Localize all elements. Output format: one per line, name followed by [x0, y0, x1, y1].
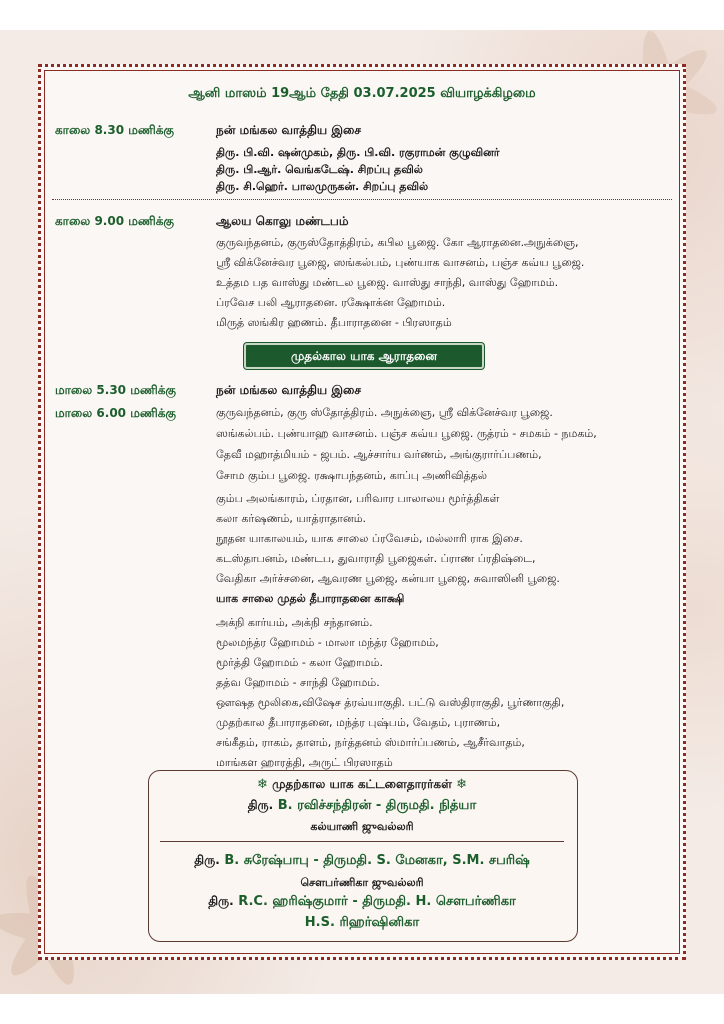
- top-margin: [0, 0, 724, 30]
- event-line: மாங்கள ஹாரத்தி, அருட் பிரஸாதம்: [216, 756, 393, 769]
- donor-names: [0, 894, 724, 910]
- event-line: ஸங்கல்பம். புண்யாஹ வாசனம். பஞ்ச கவ்ய பூஜை. ருத்ரம் - சமகம் - நமகம்,: [216, 427, 597, 440]
- event-line: மூர்த்தி ஹோமம் - கலா ஹோமம்.: [216, 656, 383, 669]
- event-line: கும்ப அலங்காரம், ப்ரதான, பரிவார பாலாலய மூர்த்திகள்: [216, 492, 500, 505]
- time-label: மாலை 5.30 மணிக்கு: [55, 383, 176, 397]
- donors-divider: [160, 841, 564, 842]
- event-line: குருவந்தனம், குருஸ்தோத்திரம், கபில பூஜை. கோ ஆராதனை.அநுக்ஞை,: [216, 236, 579, 249]
- page-title: ஆனி மாஸம் 19ஆம் தேதி 03.07.2025 வியாழக்கிழமை: [188, 86, 536, 101]
- snowflake-icon: ❄: [256, 777, 268, 792]
- event-line: ஔஷத மூலிகை,விஷேச த்ரவ்யாகுதி. பட்டு வஸ்திராகுதி, பூர்ணாகுதி,: [216, 696, 565, 709]
- event-line: திரு. சி.ஹெர். பாலமுருகன். சிறப்பு தவில்: [216, 180, 429, 193]
- donor-names: [0, 853, 724, 869]
- event-line: மூலமந்த்ர ஹோமம் - மாலா மந்த்ர ஹோமம்,: [216, 636, 439, 649]
- event-line: அக்நி கார்யம், அக்நி சந்தானம்.: [216, 616, 373, 629]
- event-line: முதற்கால தீபாராதனை, மந்த்ர புஷ்பம், வேதம், புராணம்,: [216, 716, 501, 729]
- donor-names-line2: H.S. ரிஹர்ஷினிகா: [304, 915, 420, 930]
- time-label: காலை 8.30 மணிக்கு: [55, 123, 174, 137]
- event-heading: நன் மங்கல வாத்திய இசை: [216, 383, 362, 397]
- section-badge: முதல்கால யாக ஆராதனை: [244, 343, 484, 369]
- event-line: திரு. பி.வி. ஷன்முகம், திரு. பி.வி. ரகுராமன் குழுவினர்: [216, 146, 500, 159]
- event-line: கலா கர்ஷணம், யாத்ராதானம்.: [216, 512, 367, 525]
- event-line: மிருத் ஸங்கிர ஹணம். தீபாராதனை - பிரஸாதம்: [216, 316, 452, 329]
- event-line: குருவந்தனம், குரு ஸ்தோத்திரம். அநுக்ஞை, ஸ்ரீ விக்னேச்வர பூஜை.: [216, 406, 553, 419]
- donor-prefix: திரு.: [194, 853, 220, 867]
- event-line: தேவீ மஹாத்மியம் - ஜபம். ஆச்சார்ய வர்ணம், அங்குரார்ப்பணம்,: [216, 448, 542, 461]
- event-line: கடஸ்தாபனம், மண்டப, துவாராதி பூஜைகள். ப்ராண ப்ரதிஷ்டை,: [216, 552, 536, 565]
- donor-shop: கல்யாணி ஜுவல்லரி: [310, 820, 414, 833]
- event-line: உத்தம பத வாஸ்து மண்டல பூஜை. வாஸ்து சாந்தி, வாஸ்து ஹோமம்.: [216, 276, 559, 289]
- donor-text: B. சுரேஷ்பாபு - திருமதி. S. மேனகா, S.M. சபரிஷ்: [224, 853, 530, 868]
- donor-names: [0, 798, 724, 814]
- time-label: காலை 9.00 மணிக்கு: [55, 214, 174, 228]
- donors-heading: [0, 777, 724, 793]
- section-divider: [52, 199, 672, 200]
- event-line: யாக சாலை முதல் தீபாராதனை காக்ஷி: [216, 592, 405, 605]
- time-label: மாலை 6.00 மணிக்கு: [55, 406, 176, 420]
- donor-text: B. ரவிச்சந்திரன் - திருமதி. நித்யா: [277, 798, 477, 813]
- event-heading: ஆலய கொலு மண்டபம்: [216, 214, 349, 228]
- event-line: சோம கும்ப பூஜை. ரக்ஷாபந்தனம், காப்பு அணிவித்தல்: [216, 469, 487, 482]
- donor-shop: சௌபர்ணிகா ஜுவல்லரி: [300, 876, 424, 889]
- event-heading: நன் மங்கல வாத்திய இசை: [216, 123, 362, 137]
- event-line: நூதன யாகாலயம், யாக சாலை ப்ரவேசம், மல்லாரி ராக இசை.: [216, 532, 523, 545]
- bottom-margin: [0, 994, 724, 1024]
- event-line: ப்ரவேச பலி ஆராதனை. ரக்ஷோக்ன ஹோமம்.: [216, 296, 446, 309]
- donor-prefix: திரு.: [247, 798, 274, 812]
- donor-prefix: திரு.: [208, 894, 234, 908]
- event-line: ஸ்ரீ விக்னேச்வர பூஜை, ஸங்கல்பம், புண்யாக வாசனம், பஞ்ச கவ்ய பூஜை.: [216, 256, 585, 269]
- donors-title: முதற்கால யாக கட்டளைதாரர்கள்: [272, 777, 452, 791]
- donor-text: R.C. ஹரிஷ்குமார் - திருமதி. H. சௌபர்ணிகா: [238, 894, 516, 909]
- event-line: தத்வ ஹோமம் - சாந்தி ஹோமம்.: [216, 676, 380, 689]
- event-line: சங்கீதம், ராகம், தாளம், நர்த்தனம் ஸ்மார்ப்பணம், ஆசீர்வாதம்,: [216, 736, 525, 749]
- event-line: வேதிகா அர்ச்சனை, ஆவரண பூஜை, கன்யா பூஜை, சுவாஸினி பூஜை.: [216, 572, 560, 585]
- event-line: திரு. பி.ஆர். வெங்கடேஷ். சிறப்பு தவில்: [216, 163, 423, 176]
- snowflake-icon: ❄: [456, 777, 467, 792]
